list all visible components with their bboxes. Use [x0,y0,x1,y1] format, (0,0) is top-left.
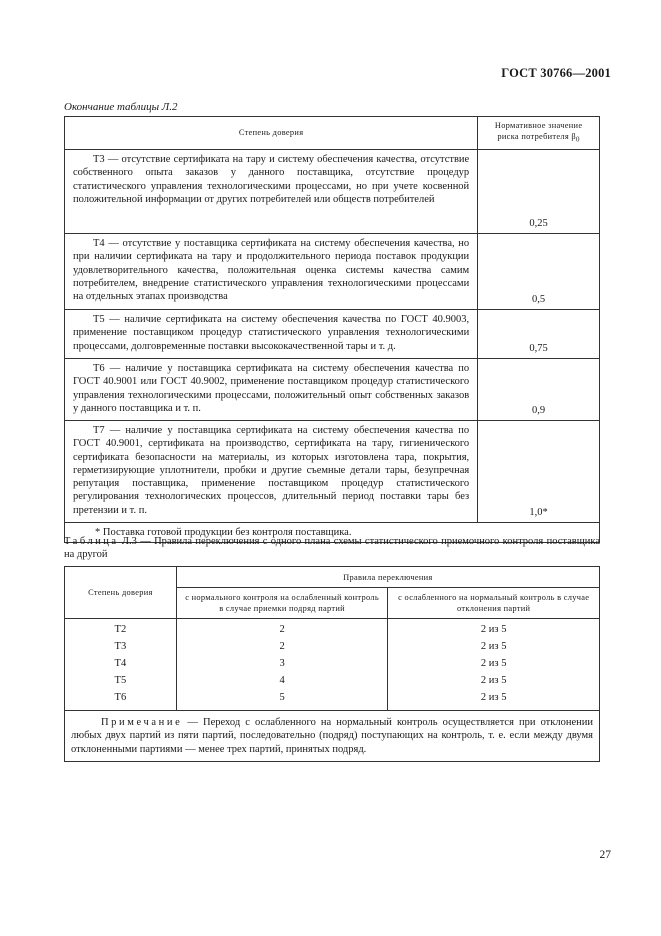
row-value-t4: 0,5 [478,234,600,310]
table-row [65,310,600,359]
table-l3-caption-text: Л.3 — Правила переключения с одного плана схемы статистического приемочного контроля поставщика на другой [64,536,601,560]
page-number: 27 [599,849,611,861]
cell-normal-to-reduced: 2 [176,619,388,639]
row-text-t4: Т4 — отсутствие у поставщика сертификата на систему обеспечения качества, но при наличии сертификата на тару и продолжительного периода поставок продукции удовлетворительного качества, положительная оценка системы качества самим потребителем, внедрение статистического управления технологическими процессами на отдельных этапах производства [65,234,478,310]
row-value-t5: 0,75 [478,310,600,359]
row-value-t6: 0,9 [478,359,600,421]
note-text: — Переход с ослабленного на нормальный контроль осуществляется при отклонении любых двух партий из пяти партий, последовательно (подряд) поступающих на контроль, т. е. если между двумя отклоненными партиями — менее трех партий, принятых подряд. [71,717,593,755]
col-header-reduced-to-normal: с ослабленного на нормальный контроль в случае отклонения партий [388,588,600,619]
table-l3-caption [64,535,600,561]
table-l3 [64,566,600,762]
table-row [65,421,600,523]
cell-degree: Т6 [65,689,177,711]
col-header-risk-line1: Нормативное значение [494,120,583,130]
row-text-t7: Т7 — наличие у поставщика сертификата на систему обеспечения качества по ГОСТ 40.9001, сертификата на производство, сертификата на тару, гигиенического сертификата безопасности на материалы, из которых изготовлена тара, покрытия, герметизирующие уплотнители, пробки и другие съемные детали тары, безупречная репутация поставщика, применение поставщиком процедур статистического регулирования технологических процессов, длительный период поставки тары без претензии и т. п. [65,421,478,523]
table-row [65,689,600,711]
cell-degree: Т3 [65,638,177,655]
cell-degree: Т2 [65,619,177,639]
col-header-normal-to-reduced: с нормального контроля на ослабленный контроль в случае приемки подряд партий [176,588,388,619]
table-row [65,672,600,689]
row-value-t7: 1,0* [478,421,600,523]
cell-reduced-to-normal: 2 из 5 [388,672,600,689]
row-value-t3: 0,25 [478,150,600,234]
col-header-consumer-risk [478,117,600,150]
note-label: Примечание [101,717,183,728]
table-row [65,619,600,639]
cell-normal-to-reduced: 5 [176,689,388,711]
table-row [65,638,600,655]
table-l2-caption: Окончание таблицы Л.2 [64,101,178,113]
table-l3-note [65,711,600,762]
cell-reduced-to-normal: 2 из 5 [388,655,600,672]
cell-reduced-to-normal: 2 из 5 [388,638,600,655]
table-l3-caption-label: Таблица [64,536,119,547]
table-row [65,234,600,310]
table-l2-footnote: * Поставка готовой продукции без контроля поставщика. [65,523,600,543]
table-l2 [64,116,600,543]
cell-normal-to-reduced: 4 [176,672,388,689]
cell-reduced-to-normal: 2 из 5 [388,619,600,639]
cell-reduced-to-normal: 2 из 5 [388,689,600,711]
col-header-trust-degree: Степень доверия [65,117,478,150]
row-text-t3: Т3 — отсутствие сертификата на тару и систему обеспечения качества, отсутствие собственного опыта заказов у данного поставщика, отсутствие процедур статистического управления технологическими процессами, но при учете косвенной положительной информации от других потребителей или обществ потребителей [65,150,478,234]
row-text-t6: Т6 — наличие у поставщика сертификата на систему обеспечения качества по ГОСТ 40.9001 или ГОСТ 40.9002, применение поставщиком процедур статистического управления технологическими процессами, положительный опыт собственных заказов у данного поставщика и т. п. [65,359,478,421]
col-header-risk-sub: 0 [575,135,580,144]
cell-degree: Т5 [65,672,177,689]
cell-normal-to-reduced: 2 [176,638,388,655]
col-header-trust-degree: Степень доверия [65,567,177,619]
col-header-risk-line2: риска потребителя β [497,131,576,141]
table-row [65,150,600,234]
table-row [65,359,600,421]
table-row [65,655,600,672]
row-text-t5: Т5 — наличие сертификата на систему обеспечения качества по ГОСТ 40.9003, применение поставщиком процедур статистического управления технологическими процессами, долговременные поставки высококачественной тары и т. д. [65,310,478,359]
standard-designation: ГОСТ 30766—2001 [501,66,611,80]
cell-normal-to-reduced: 3 [176,655,388,672]
cell-degree: Т4 [65,655,177,672]
col-header-switching-rules: Правила переключения [176,567,599,588]
